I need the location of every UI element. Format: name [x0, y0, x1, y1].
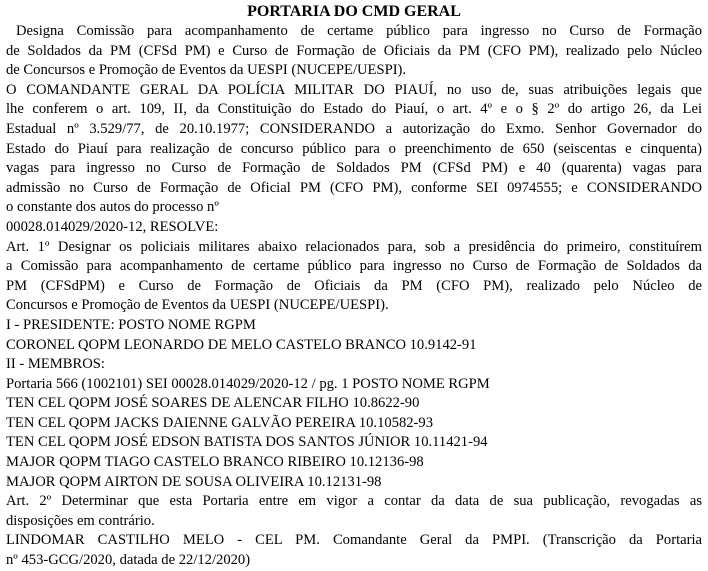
summary-line-1: Designa Comissão para acompanhamento de certame público para ingresso no Curso de Formação — [16, 23, 702, 39]
article-1-line-1: Art. 1º Designar os policiais militares abaixo relacionados para, sob a presidência do primeiro, constituírem — [6, 238, 702, 255]
member-entry-5: MAJOR QOPM AIRTON DE SOUSA OLIVEIRA 10.12131-98 — [6, 473, 382, 490]
resolve-line: 00028.014029/2020-12, RESOLVE: — [6, 218, 219, 235]
preamble-line-3: Estadual nº 3.529/77, de 20.10.1977; CONSIDERANDO a autorização do Exmo. Senhor Governador do — [6, 120, 702, 137]
preamble-line-5: vagas para ingresso no Curso de Formação de Soldados PM (CFSd PM) e 40 (quarenta) vagas para — [6, 160, 702, 177]
preamble-line-7: o constante dos autos do processo nº — [6, 199, 219, 216]
president-heading: I - PRESIDENTE: POSTO NOME RGPM — [6, 316, 256, 333]
summary-line-2: de Soldados da PM (CFSd PM) e Curso de Formação de Oficiais da PM (CFO PM), realizado pelo Núcleo — [6, 42, 702, 59]
page-reference-line: Portaria 566 (1002101) SEI 00028.014029/2020-12 / pg. 1 POSTO NOME RGPM — [6, 375, 490, 392]
preamble-line-4: Estado do Piauí para realização de concurso público para o preenchimento de 650 (seiscentas e cinquenta) — [6, 140, 702, 157]
article-1-line-4: Concursos e Promoção de Eventos da UESPI (NUCEPE/UESPI). — [6, 297, 389, 314]
summary-line-3: de Concursos e Promoção de Eventos da UESPI (NUCEPE/UESPI). — [6, 62, 407, 79]
members-heading: II - MEMBROS: — [6, 356, 105, 373]
member-entry-3: TEN CEL QOPM JOSÉ EDSON BATISTA DOS SANTOS JÚNIOR 10.11421-94 — [6, 434, 488, 451]
member-entry-1: TEN CEL QOPM JOSÉ SOARES DE ALENCAR FILHO 10.8622-90 — [6, 395, 420, 412]
portaria-document — [6, 2, 702, 571]
member-entry-4: MAJOR QOPM TIAGO CASTELO BRANCO RIBEIRO 10.12136-98 — [6, 454, 424, 471]
article-2-line-2: disposições em contrário. — [6, 512, 155, 529]
signature-line-1: LINDOMAR CASTILHO MELO - CEL PM. Comandante Geral da PMPI. (Transcrição da Portaria — [6, 532, 702, 549]
preamble-line-6: admissão no Curso de Formação de Oficial PM (CFO PM), conforme SEI 0974555; e CONSIDERANDO — [6, 179, 702, 196]
preamble-line-1: O COMANDANTE GERAL DA POLÍCIA MILITAR DO PIAUÍ, no uso de, suas atribuições legais que — [6, 81, 702, 98]
article-2-line-1: Art. 2º Determinar que esta Portaria entre em vigor a contar da data de sua publicação, revogadas as — [6, 493, 702, 510]
signature-line-2: nº 453-GCG/2020, datada de 22/12/2020) — [6, 552, 251, 569]
article-1-line-2: a Comissão para acompanhamento de certame público para ingresso no Curso de Formação de Soldados da — [6, 258, 702, 275]
preamble-line-2: lhe conferem o art. 109, II, da Constituição do Estado do Piauí, o art. 4º e o § 2º do artigo 26, da Lei — [6, 101, 702, 118]
document-title: PORTARIA DO CMD GERAL — [247, 3, 461, 20]
president-entry: CORONEL QOPM LEONARDO DE MELO CASTELO BRANCO 10.9142-91 — [6, 336, 477, 353]
article-1-line-3: PM (CFSdPM) e Curso de Formação de Oficiais da PM (CFO PM), realizado pelo Núcleo de — [6, 277, 702, 294]
member-entry-2: TEN CEL QOPM JACKS DAIENNE GALVÃO PEREIRA 10.10582-93 — [6, 414, 434, 431]
